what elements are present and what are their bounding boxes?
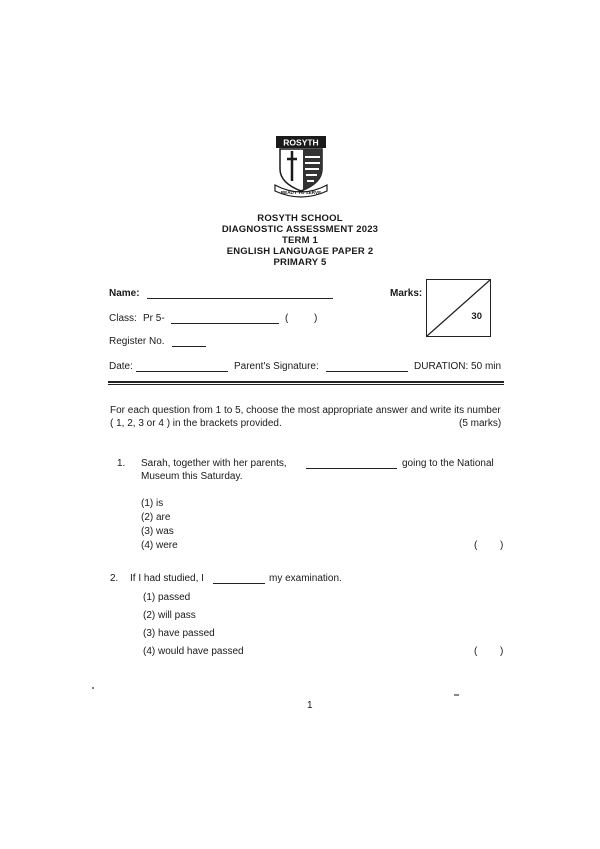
question-2-blank bbox=[213, 574, 265, 584]
marks-box bbox=[426, 279, 491, 337]
question-2-answer-open: ( bbox=[474, 646, 478, 657]
date-label: Date: bbox=[109, 361, 133, 372]
level-label: PRIMARY 5 bbox=[273, 257, 327, 268]
signature-label: Parent's Signature: bbox=[234, 361, 319, 372]
question-1-text: Sarah, together with her parents, bbox=[141, 458, 287, 469]
question-1-option-3: (3) was bbox=[141, 526, 174, 537]
paper-header bbox=[180, 213, 420, 268]
question-1-blank bbox=[306, 459, 397, 469]
marks-total: 30 bbox=[471, 311, 482, 322]
paper-title: ENGLISH LANGUAGE PAPER 2 bbox=[226, 246, 374, 257]
crest-motto-text: READY TO SERVE bbox=[280, 190, 322, 195]
question-2-option-3: (3) have passed bbox=[143, 628, 215, 639]
question-1-answer-open: ( bbox=[474, 540, 478, 551]
register-field[interactable] bbox=[172, 337, 206, 347]
question-2-text-after: my examination. bbox=[269, 573, 342, 584]
question-2-answer-close: ) bbox=[500, 646, 504, 657]
school-crest bbox=[272, 133, 330, 199]
question-1-text-line-2: Museum this Saturday. bbox=[141, 471, 243, 482]
class-prefix: Pr 5- bbox=[143, 313, 165, 324]
question-1-option-1: (1) is bbox=[141, 498, 164, 509]
question-1-option-4: (4) were bbox=[141, 540, 178, 551]
name-field[interactable] bbox=[147, 289, 333, 299]
school-name: ROSYTH SCHOOL bbox=[257, 213, 343, 224]
instructions-line-2: ( 1, 2, 3 or 4 ) in the brackets provided. bbox=[110, 418, 282, 429]
term-label: TERM 1 bbox=[281, 235, 319, 246]
date-field[interactable] bbox=[136, 362, 228, 372]
name-label: Name: bbox=[109, 288, 140, 299]
instructions-line-1: For each question from 1 to 5, choose the most appropriate answer and write its number bbox=[110, 405, 501, 416]
instructions-marks: (5 marks) bbox=[459, 418, 502, 429]
scan-speck bbox=[454, 694, 459, 696]
register-label: Register No. bbox=[109, 336, 165, 347]
assessment-title: DIAGNOSTIC ASSESSMENT 2023 bbox=[221, 224, 379, 235]
class-number-bracket-open: ( bbox=[285, 313, 289, 324]
scan-speck bbox=[92, 687, 94, 689]
signature-field[interactable] bbox=[326, 362, 408, 372]
crest-shield-icon bbox=[272, 133, 330, 199]
class-label: Class: bbox=[109, 313, 137, 324]
duration-label: DURATION: 50 min bbox=[414, 361, 502, 372]
header-divider bbox=[108, 381, 504, 385]
question-1-number: 1. bbox=[117, 458, 126, 469]
question-2-number: 2. bbox=[110, 573, 119, 584]
page-number: 1 bbox=[307, 700, 313, 711]
question-2-option-2: (2) will pass bbox=[143, 610, 196, 621]
crest-banner-text: ROSYTH bbox=[283, 137, 319, 148]
question-2-option-1: (1) passed bbox=[143, 592, 191, 603]
question-2-option-4: (4) would have passed bbox=[143, 646, 244, 657]
question-1-option-2: (2) are bbox=[141, 512, 171, 523]
question-1-answer-close: ) bbox=[500, 540, 504, 551]
class-field[interactable] bbox=[171, 314, 279, 324]
class-number-bracket-close: ) bbox=[314, 313, 318, 324]
question-1-text-after: going to the National bbox=[402, 458, 494, 469]
marks-label: Marks: bbox=[390, 288, 423, 299]
question-2-text: If I had studied, I bbox=[130, 573, 204, 584]
